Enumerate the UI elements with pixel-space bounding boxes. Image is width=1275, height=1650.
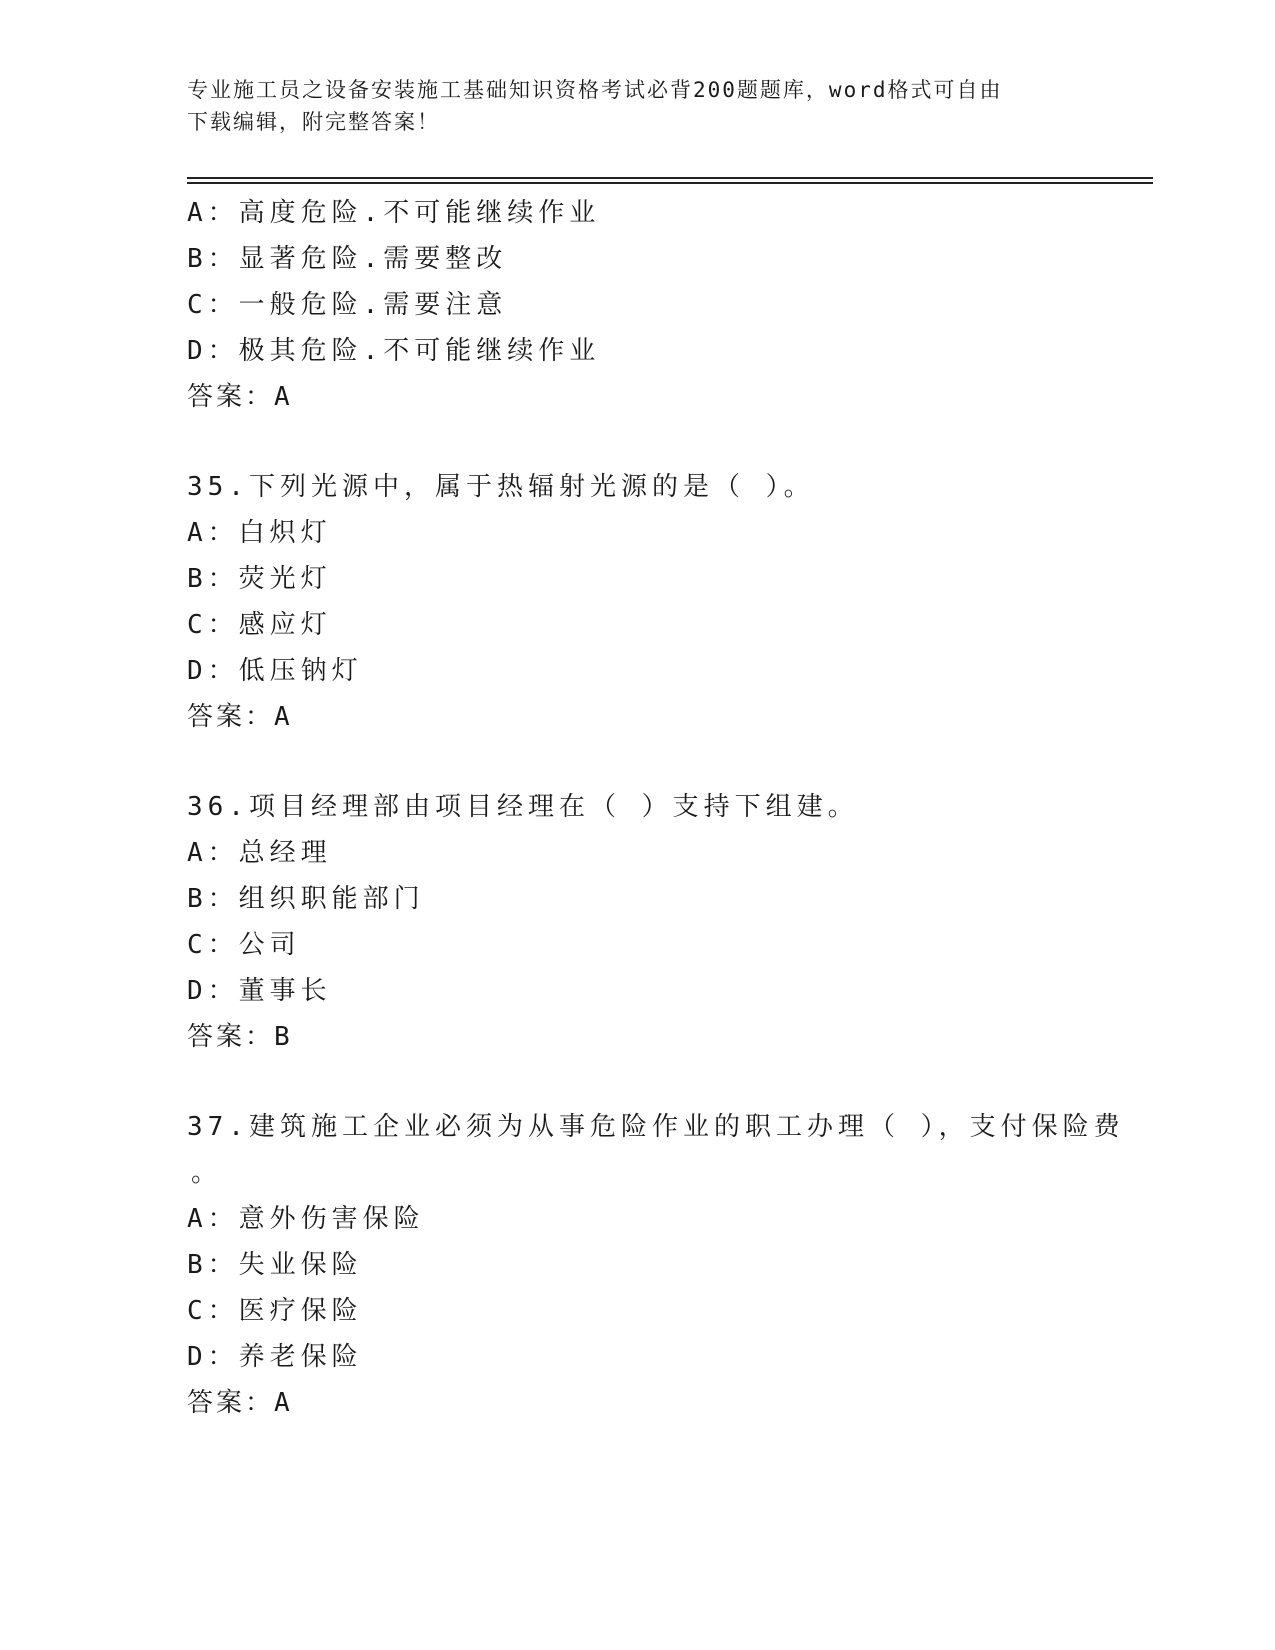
option-c: C：感应灯 [187,610,332,640]
answer: 答案：A [187,1388,293,1418]
option-a: A：意外伤害保险 [187,1204,425,1234]
option-d: D：董事长 [187,976,332,1006]
option-b: B：组织职能部门 [187,884,425,914]
option-c: C：一般危险.需要注意 [187,290,508,320]
question-list [187,190,1125,1426]
option-b: B：失业保险 [187,1250,363,1280]
question-stem-37-continuation: 。 [191,1158,223,1188]
option-b: B：显著危险.需要整改 [187,244,508,274]
document-header [187,74,1067,138]
question-stem-37: 37.建筑施工企业必须为从事危险作业的职工办理（ ），支付保险费 [187,1112,1125,1142]
question-stem-36: 36.项目经理部由项目经理在（ ）支持下组建。 [187,792,859,822]
option-c: C：医疗保险 [187,1296,363,1326]
option-b: B：荧光灯 [187,564,332,594]
question-stem-35: 35.下列光源中，属于热辐射光源的是（ ）。 [187,472,815,502]
option-c: C：公司 [187,930,301,960]
header-divider-bottom [187,182,1153,184]
option-a: A：白炽灯 [187,518,332,548]
answer: 答案：A [187,382,293,412]
option-d: D：极其危险.不可能继续作业 [187,336,601,366]
option-a: A：高度危险.不可能继续作业 [187,198,601,228]
option-d: D：低压钠灯 [187,656,363,686]
header-line-1: 专业施工员之设备安装施工基础知识资格考试必背200题题库，word格式可自由 [187,78,1003,102]
header-divider-top [187,177,1153,179]
option-a: A：总经理 [187,838,332,868]
header-line-2: 下载编辑，附完整答案！ [187,110,440,134]
answer: 答案：A [187,702,293,732]
option-d: D：养老保险 [187,1342,363,1372]
answer: 答案：B [187,1022,293,1052]
